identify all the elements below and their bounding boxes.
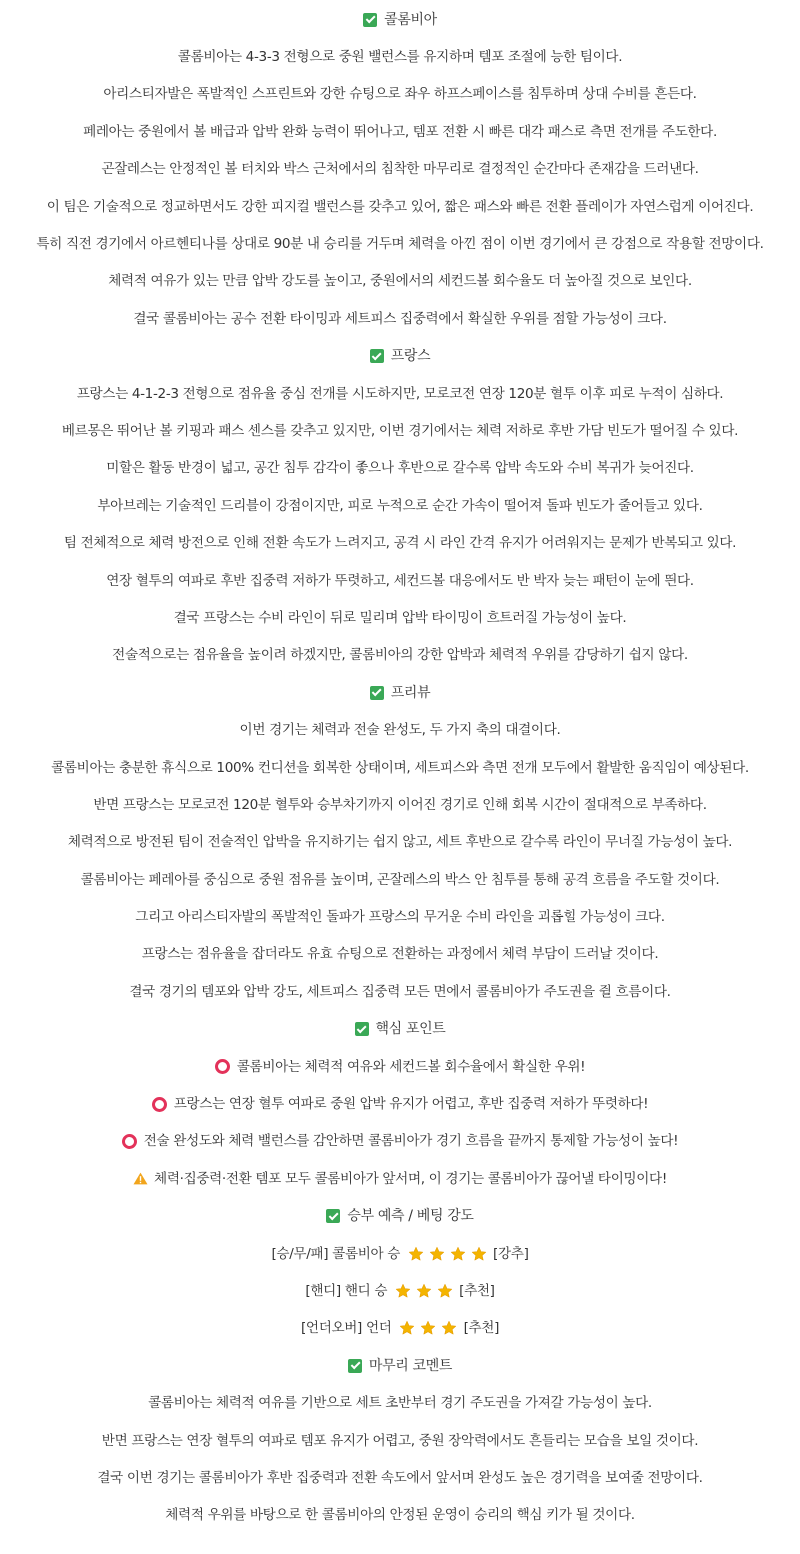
section-heading-text: 프랑스: [390, 348, 431, 365]
paragraph: 결국 경기의 템포와 압박 강도, 세트피스 집중력 모든 면에서 콜롬비아가 주도권을 쥘 흐름이다.: [129, 983, 671, 1000]
check-icon: [326, 1209, 340, 1223]
paragraph: 베르몽은 뛰어난 볼 키핑과 패스 센스를 갖추고 있지만, 이번 경기에서는 체력 저하로 후반 가담 빈도가 떨어질 수 있다.: [61, 422, 739, 439]
bet-pick: 핸디 승: [344, 1282, 388, 1299]
paragraph: 체력적 여유가 있는 만큼 압박 강도를 높이고, 중원에서의 세컨드볼 회수율도 더 높아질 것으로 보인다.: [108, 273, 692, 290]
check-icon: [370, 349, 384, 363]
paragraph: 체력적 우위를 바탕으로 한 콜롬비아의 안정된 운영이 승리의 핵심 키가 될 것이다.: [165, 1507, 635, 1524]
bet-row: [0, 1272, 800, 1309]
bet-market: [언더오버]: [300, 1320, 362, 1337]
section-heading-text: 핵심 포인트: [375, 1021, 446, 1038]
paragraph: 연장 혈투의 여파로 후반 집중력 저하가 뚜렷하고, 세컨드볼 대응에서도 반 박자 늦는 패턴이 눈에 띈다.: [106, 572, 694, 589]
section-heading-text: 마무리 코멘트: [368, 1357, 453, 1374]
star-rating: [397, 1320, 460, 1336]
paragraph: 반면 프랑스는 연장 혈투의 여파로 템포 유지가 어렵고, 중원 장악력에서도 흔들리는 모습을 보일 것이다.: [101, 1432, 699, 1449]
section-heading: [0, 1198, 800, 1235]
bet-strength: [추천]: [463, 1320, 500, 1337]
paragraph: 페레아는 중원에서 볼 배급과 압박 완화 능력이 뛰어나고, 템포 전환 시 빠른 대각 패스로 측면 전개를 주도한다.: [83, 123, 717, 140]
section-closing: [0, 1347, 800, 1534]
section-colombia: [0, 1, 800, 338]
paragraph: 전술적으로는 점유율을 높이려 하겠지만, 콜롬비아의 강한 압박과 체력적 우위를 감당하기 쉽지 않다.: [112, 647, 688, 664]
section-key-points: [0, 1011, 800, 1198]
section-heading: [0, 338, 800, 375]
paragraph: 아리스티자발은 폭발적인 스프린트와 강한 슈팅으로 좌우 하프스페이스를 침투하며 상대 수비를 흔든다.: [103, 86, 697, 103]
bet-market: [핸디]: [305, 1282, 341, 1299]
check-icon: [370, 686, 384, 700]
circle-icon: [122, 1134, 137, 1149]
key-point-text: 전술 완성도와 체력 밸런스를 감안하면 콜롬비아가 경기 흐름을 끝까지 통제할 가능성이 높다!: [143, 1133, 679, 1150]
section-heading-text: 프리뷰: [390, 684, 431, 701]
paragraph: 콜롬비아는 페레아를 중심으로 중원 점유를 높이며, 곤잘레스의 박스 안 침투를 통해 공격 흐름을 주도할 것이다.: [80, 871, 720, 888]
paragraph: 체력적으로 방전된 팀이 전술적인 압박을 유지하기는 쉽지 않고, 세트 후반으로 갈수록 라인이 무너질 가능성이 높다.: [67, 834, 733, 851]
key-point: [0, 1160, 800, 1197]
paragraph: 콜롬비아는 충분한 휴식으로 100% 컨디션을 회복한 상태이며, 세트피스와 측면 전개 모두에서 활발한 움직임이 예상된다.: [51, 759, 749, 776]
paragraph: 미할은 활동 반경이 넓고, 공간 침투 감각이 좋으나 후반으로 갈수록 압박 속도와 수비 복귀가 늦어진다.: [106, 460, 694, 477]
star-icon: [437, 1283, 453, 1299]
paragraph: 콜롬비아는 4-3-3 전형으로 중원 밸런스를 유지하며 템포 조절에 능한 팀이다.: [177, 49, 623, 66]
bet-row: [0, 1235, 800, 1272]
paragraph: 반면 프랑스는 모로코전 120분 혈투와 승부차기까지 이어진 경기로 인해 회복 시간이 절대적으로 부족하다.: [93, 796, 707, 813]
key-point: [0, 1085, 800, 1122]
section-heading: [0, 1011, 800, 1048]
paragraph: 팀 전체적으로 체력 방전으로 인해 전환 속도가 느려지고, 공격 시 라인 간격 유지가 어려워지는 문제가 반복되고 있다.: [63, 535, 737, 552]
check-icon: [355, 1022, 369, 1036]
key-point: [0, 1123, 800, 1160]
paragraph: 프랑스는 점유율을 잡더라도 유효 슈팅으로 전환하는 과정에서 체력 부담이 드러날 것이다.: [141, 946, 659, 963]
section-prediction: [0, 1198, 800, 1348]
bet-pick: 콜롬비아 승: [332, 1245, 401, 1262]
key-point-text: 프랑스는 연장 혈투 여파로 중원 압박 유지가 어렵고, 후반 집중력 저하가 뚜렷하다!: [173, 1096, 649, 1113]
star-icon: [416, 1283, 432, 1299]
star-rating: [405, 1246, 489, 1262]
star-icon: [429, 1246, 445, 1262]
paragraph: 결국 프랑스는 수비 라인이 뒤로 밀리며 압박 타이밍이 흐트러질 가능성이 높다.: [173, 609, 627, 626]
section-france: [0, 338, 800, 675]
paragraph: 이번 경기는 체력과 전술 완성도, 두 가지 축의 대결이다.: [239, 722, 561, 739]
key-point-text: 콜롬비아는 체력적 여유와 세컨드볼 회수율에서 확실한 우위!: [236, 1058, 586, 1075]
paragraph: 결국 이번 경기는 콜롬비아가 후반 집중력과 전환 속도에서 앞서며 완성도 높은 경기력을 보여줄 전망이다.: [97, 1469, 703, 1486]
star-icon: [408, 1246, 424, 1262]
section-heading: [0, 1347, 800, 1384]
bet-strength: [추천]: [459, 1282, 495, 1299]
bet-pick: 언더: [365, 1320, 392, 1337]
bet-row: [0, 1310, 800, 1347]
paragraph: 그리고 아리스티자발의 폭발적인 돌파가 프랑스의 무거운 수비 라인을 괴롭힐 가능성이 크다.: [135, 909, 665, 926]
paragraph: 결국 콜롬비아는 공수 전환 타이밍과 세트피스 집중력에서 확실한 우위를 점할 가능성이 크다.: [133, 310, 667, 327]
section-heading: [0, 1, 800, 38]
circle-icon: [152, 1097, 167, 1112]
bet-market: [승/무/패]: [271, 1245, 329, 1262]
paragraph: 특히 직전 경기에서 아르헨티나를 상대로 90분 내 승리를 거두며 체력을 아낀 점이 이번 경기에서 큰 강점으로 작용할 전망이다.: [36, 236, 764, 253]
circle-icon: [215, 1059, 230, 1074]
bet-strength: [강추]: [493, 1245, 529, 1262]
paragraph: 콜롬비아는 체력적 여유를 기반으로 세트 초반부터 경기 주도권을 가져갈 가능성이 높다.: [148, 1395, 652, 1412]
section-preview: [0, 674, 800, 1011]
section-heading: [0, 674, 800, 711]
section-heading-text: 콜롬비아: [384, 11, 437, 28]
star-icon: [450, 1246, 466, 1262]
check-icon: [363, 13, 377, 27]
star-icon: [420, 1320, 436, 1336]
check-icon: [348, 1359, 362, 1373]
star-icon: [395, 1283, 411, 1299]
paragraph: 이 팀은 기술적으로 정교하면서도 강한 피지컬 밸런스를 갖추고 있어, 짧은 패스와 빠른 전환 플레이가 자연스럽게 이어진다.: [46, 198, 754, 215]
paragraph: 프랑스는 4-1-2-3 전형으로 점유율 중심 전개를 시도하지만, 모로코전 연장 120분 혈투 이후 피로 누적이 심하다.: [76, 385, 724, 402]
star-icon: [441, 1320, 457, 1336]
paragraph: 곤잘레스는 안정적인 볼 터치와 박스 근처에서의 침착한 마무리로 결정적인 순간마다 존재감을 드러낸다.: [101, 161, 699, 178]
key-point-text: 체력·집중력·전환 템포 모두 콜롬비아가 앞서며, 이 경기는 콜롬비아가 끊어낼 타이밍이다!: [154, 1170, 667, 1187]
star-icon: [471, 1246, 487, 1262]
star-rating: [392, 1283, 455, 1299]
section-heading-text: 승부 예측 / 베팅 강도: [347, 1208, 474, 1225]
paragraph: 부아브레는 기술적인 드리블이 강점이지만, 피로 누적으로 순간 가속이 떨어져 돌파 빈도가 줄어들고 있다.: [97, 497, 703, 514]
star-icon: [399, 1320, 415, 1336]
key-point: [0, 1048, 800, 1085]
warning-icon: [133, 1172, 148, 1185]
